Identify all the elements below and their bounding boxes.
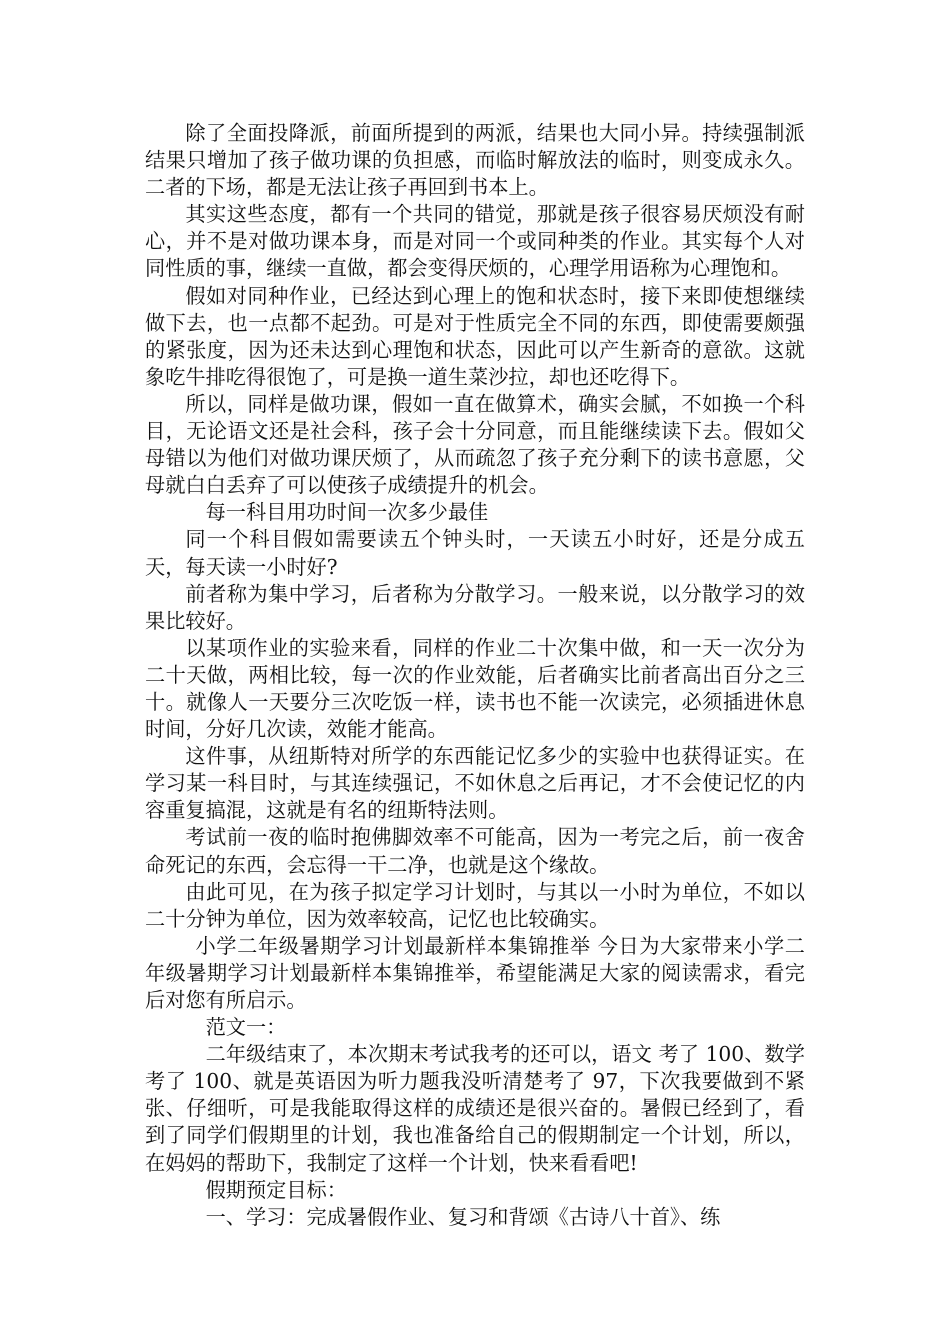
paragraph-10: 由此可见，在为孩子拟定学习计划时，与其以一小时为单位，不如以二十分钟为单位，因为效率较高，记忆也比较确实。 [145,879,805,931]
paragraph-4: 所以，同样是做功课，假如一直在做算术，确实会腻，不如换一个科目，无论语文还是社会科，孩子会十分同意，而且能继续读下去。假如父母错以为他们对做功课厌烦了，从而疏忽了孩子充分剩下的读书意愿，父母就白白丢弃了可以使孩子成绩提升的机会。 [145,391,805,498]
paragraph-5: 同一个科目假如需要读五个钟头时，一天读五小时好，还是分成五天，每天读一小时好? [145,527,805,579]
paragraph-6: 前者称为集中学习，后者称为分散学习。一般来说，以分散学习的效果比较好。 [145,581,805,633]
paragraph-13: 一、学习：完成暑假作业、复习和背颂《古诗八十首》、练 [205,1204,721,1229]
goals-heading: 假期预定目标： [205,1177,347,1202]
section-heading: 每一科目用功时间一次多少最佳 [205,500,489,525]
paragraph-9: 考试前一夜的临时抱佛脚效率不可能高，因为一考完之后，前一夜舍命死记的东西，会忘得一干二净，也就是这个缘故。 [145,825,805,877]
paragraph-3: 假如对同种作业，已经达到心理上的饱和状态时，接下来即使想继续做下去，也一点都不起劲。可是对于性质完全不同的东西，即使需要颇强的紧张度，因为还未达到心理饱和状态，因此可以产生新奇的意欲。这就象吃牛排吃得很饱了，可是换一道生菜沙拉，却也还吃得下。 [145,283,805,389]
paragraph-12: 二年级结束了，本次期末考试我考的还可以，语文 考了 100、数学考了 100、就是英语因为听力题我没听清楚考了 97，下次我要做到不紧张、仔细听，可是我能取得这样的成绩还是很兴奋的。暑假已经到了，看到了同学们假期里的计划，我也准备给自己的假期制定一个计划，所以，在妈妈的帮助下，我制定了这样一个计划，快来看看吧! [145,1042,805,1175]
paragraph-8: 这件事，从纽斯特对所学的东西能记忆多少的实验中也获得证实。在学习某一科目时，与其连续强记，不如休息之后再记，才不会使记忆的内容重复搞混，这就是有名的纽斯特法则。 [145,744,805,823]
paragraph-1: 除了全面投降派，前面所提到的两派，结果也大同小异。持续强制派结果只增加了孩子做功课的负担感，而临时解放法的临时，则变成永久。二者的下场，都是无法让孩子再回到书本上。 [145,121,805,200]
paragraph-2: 其实这些态度，都有一个共同的错觉，那就是孩子很容易厌烦没有耐心，并不是对做功课本身，而是对同一个或同种类的作业。其实每个人对同性质的事，继续一直做，都会变得厌烦的，心理学用语称为心理饱和。 [145,202,805,281]
paragraph-11: 小学二年级暑期学习计划最新样本集锦推举 今日为大家带来小学二年级暑期学习计划最新样本集锦推举，希望能满足大家的阅读需求，看完后对您有所启示。 [145,933,805,1012]
paragraph-7: 以某项作业的实验来看，同样的作业二十次集中做，和一天一次分为二十天做，两相比较，每一次的作业效能，后者确实比前者高出百分之三十。就像人一天要分三次吃饭一样，读书也不能一次读完，必须插进休息时间，分好几次读，效能才能高。 [145,635,805,742]
document-body [145,120,805,1231]
sample-label: 范文一： [205,1015,287,1040]
